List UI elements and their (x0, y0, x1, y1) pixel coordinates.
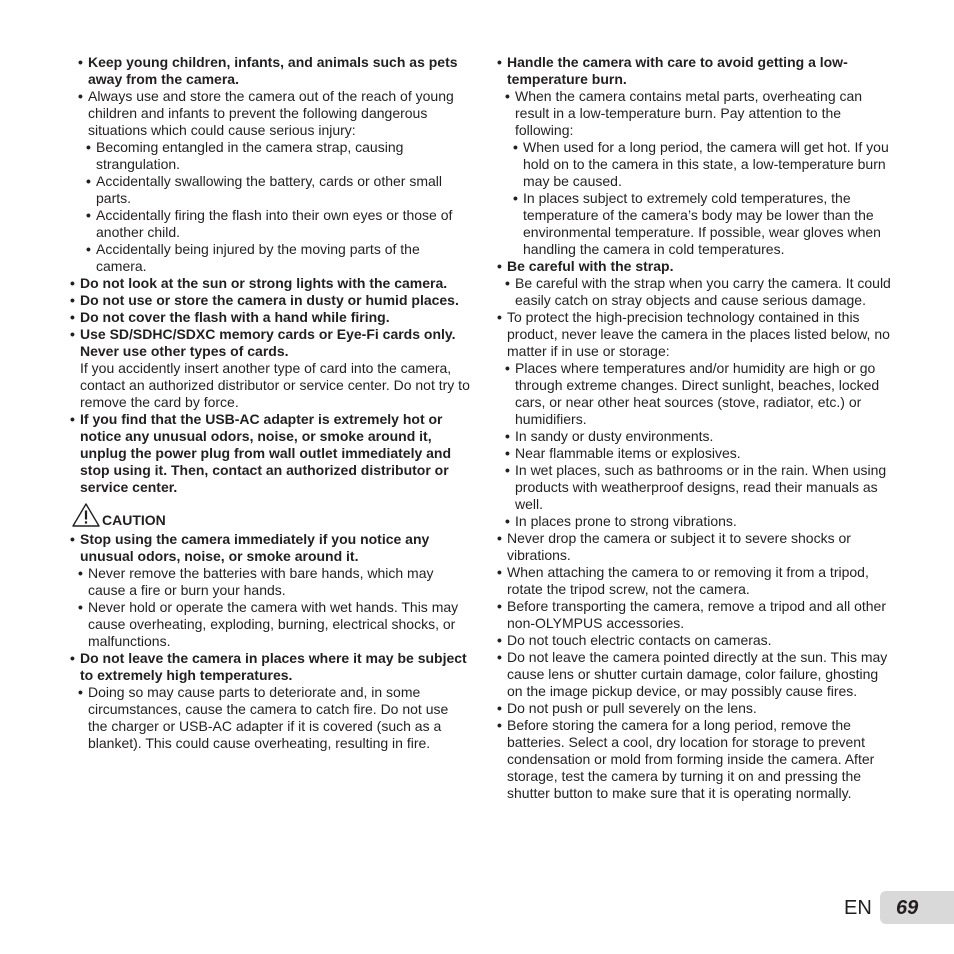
bullet-icon: • (513, 190, 518, 206)
list-item (497, 649, 897, 700)
bullet-icon: • (497, 54, 502, 70)
list-item-text: In wet places, such as bathrooms or in the rain. When using products with weatherproof designs, read their manuals as well. (515, 462, 887, 512)
list-item-text: In places prone to strong vibrations. (515, 513, 737, 529)
list-item (70, 650, 470, 684)
bullet-icon: • (70, 531, 75, 547)
bullet-icon: • (78, 684, 83, 700)
left-column (70, 54, 470, 752)
list-item-text: Accidentally firing the flash into their own eyes or those of another child. (96, 207, 453, 240)
body-paragraph (70, 360, 470, 411)
bullet-icon: • (497, 258, 502, 274)
list-item (497, 445, 897, 462)
list-item (70, 139, 470, 173)
list-item (497, 700, 897, 717)
list-item (70, 173, 470, 207)
caution-label: CAUTION (102, 512, 166, 528)
list-item-text: Never remove the batteries with bare hands, which may cause a fire or burn your hands. (88, 565, 434, 598)
list-item (497, 428, 897, 445)
list-item-text: Always use and store the camera out of the reach of young children and infants to prevent the following dangerous situations which could cause serious injury: (88, 88, 454, 138)
warning-triangle-icon (72, 503, 100, 527)
list-item-text: Never drop the camera or subject it to severe shocks or vibrations. (507, 530, 851, 563)
language-code: EN (844, 897, 872, 919)
list-item-text: Becoming entangled in the camera strap, causing strangulation. (96, 139, 404, 172)
list-item (497, 632, 897, 649)
bullet-icon: • (505, 428, 510, 444)
right-column (497, 54, 897, 802)
list-item-text: To protect the high-precision technology contained in this product, never leave the camera in the places listed below, no matter if in use or storage: (507, 309, 890, 359)
bullet-icon: • (86, 139, 91, 155)
list-item-text: Do not use or store the camera in dusty or humid places. (80, 292, 459, 308)
list-item-text: Do not push or pull severely on the lens. (507, 700, 757, 716)
bullet-icon: • (497, 530, 502, 546)
list-item (70, 88, 470, 139)
bullet-icon: • (497, 649, 502, 665)
bullet-icon: • (78, 88, 83, 104)
bullet-icon: • (505, 275, 510, 291)
list-item (70, 531, 470, 565)
list-item-text: When the camera contains metal parts, overheating can result in a low-temperature burn. Pay attention to the following: (515, 88, 863, 138)
list-item (70, 292, 470, 309)
right-items-list (497, 54, 897, 802)
bullet-icon: • (505, 88, 510, 104)
list-item (70, 565, 470, 599)
list-item (497, 190, 897, 258)
list-item (70, 411, 470, 496)
bullet-icon: • (70, 650, 75, 666)
bullet-icon: • (497, 632, 502, 648)
list-item (70, 54, 470, 88)
left-items-list (70, 54, 470, 496)
list-item (497, 275, 897, 309)
list-item (497, 717, 897, 802)
list-item-text: Near flammable items or explosives. (515, 445, 741, 461)
list-item-text: Never hold or operate the camera with wet hands. This may cause overheating, exploding, burning, electrical shocks, or malfunctions. (88, 599, 459, 649)
page-number: 69 (896, 897, 919, 919)
bullet-icon: • (513, 139, 518, 155)
list-item-text: When used for a long period, the camera will get hot. If you hold on to the camera in this state, a low-temperature burn may be caused. (523, 139, 889, 189)
list-item-text: Accidentally swallowing the battery, cards or other small parts. (96, 173, 443, 206)
list-item-text: Be careful with the strap when you carry the camera. It could easily catch on stray objects and cause serious damage. (515, 275, 891, 308)
list-item-text: Do not cover the flash with a hand while firing. (80, 309, 390, 325)
list-item-text: Do not leave the camera pointed directly at the sun. This may cause lens or shutter curtain damage, color failure, ghosting on the image pickup device, or may possibly cause fires. (507, 649, 888, 699)
bullet-icon: • (497, 309, 502, 325)
list-item (497, 309, 897, 360)
list-item (497, 258, 897, 275)
list-item-text: If you accidently insert another type of card into the camera, contact an authorized distributor or service center. Do not try to remove the card by force. (80, 360, 470, 410)
bullet-icon: • (70, 292, 75, 308)
list-item (497, 564, 897, 598)
list-item (497, 530, 897, 564)
list-item (70, 241, 470, 275)
list-item-text: In sandy or dusty environments. (515, 428, 714, 444)
list-item-text: Accidentally being injured by the moving parts of the camera. (96, 241, 420, 274)
list-item (70, 275, 470, 292)
bullet-icon: • (505, 445, 510, 461)
list-item (70, 207, 470, 241)
bullet-icon: • (505, 462, 510, 478)
list-item-text: Do not look at the sun or strong lights with the camera. (80, 275, 448, 291)
bullet-icon: • (86, 207, 91, 223)
list-item (497, 88, 897, 139)
list-item-text: Handle the camera with care to avoid getting a low-temperature burn. (507, 54, 848, 87)
bullet-icon: • (497, 598, 502, 614)
caution-heading (70, 505, 470, 531)
list-item (70, 309, 470, 326)
bullet-icon: • (497, 717, 502, 733)
bullet-icon: • (78, 54, 83, 70)
list-item-text: Do not leave the camera in places where it may be subject to extremely high temperatures. (80, 650, 467, 683)
bullet-icon: • (497, 700, 502, 716)
list-item (497, 360, 897, 428)
list-item-text: If you find that the USB-AC adapter is extremely hot or notice any unusual odors, noise, or smoke around it, unplug the power plug from wall outlet immediately and stop using it. Then, contact an authorized distributor or service center. (80, 411, 452, 495)
list-item (497, 54, 897, 88)
list-item (497, 139, 897, 190)
list-item-text: Use SD/SDHC/SDXC memory cards or Eye-Fi cards only. Never use other types of cards. (80, 326, 456, 359)
list-item-text: In places subject to extremely cold temperatures, the temperature of the camera’s body may be lower than the environmental temperature. If possible, wear gloves when handling the camera in cold temperatures. (523, 190, 881, 257)
bullet-icon: • (70, 309, 75, 325)
caution-items-list (70, 531, 470, 752)
bullet-icon: • (78, 599, 83, 615)
bullet-icon: • (497, 564, 502, 580)
list-item-text: Stop using the camera immediately if you notice any unusual odors, noise, or smoke around it. (80, 531, 430, 564)
bullet-icon: • (86, 173, 91, 189)
list-item-text: Doing so may cause parts to deteriorate and, in some circumstances, cause the camera to catch fire. Do not use the charger or USB-AC adapter if it is covered (such as a blanket). This could cause overheating, resulting in fire. (88, 684, 449, 751)
list-item (70, 599, 470, 650)
bullet-icon: • (70, 326, 75, 342)
list-item (70, 326, 470, 360)
list-item-text: When attaching the camera to or removing it from a tripod, rotate the tripod screw, not the camera. (507, 564, 869, 597)
bullet-icon: • (505, 360, 510, 376)
bullet-icon: • (70, 275, 75, 291)
bullet-icon: • (505, 513, 510, 529)
list-item-text: Before storing the camera for a long period, remove the batteries. Select a cool, dry location for storage to prevent condensation or mold from forming inside the camera. After storage, test the camera by turning it on and pressing the shutter button to make sure that it is operating normally. (507, 717, 875, 801)
list-item (497, 462, 897, 513)
list-item-text: Do not touch electric contacts on cameras. (507, 632, 772, 648)
bullet-icon: • (70, 411, 75, 427)
list-item-text: Keep young children, infants, and animals such as pets away from the camera. (88, 54, 458, 87)
list-item-text: Before transporting the camera, remove a tripod and all other non-OLYMPUS accessories. (507, 598, 886, 631)
list-item-text: Be careful with the strap. (507, 258, 674, 274)
list-item (70, 684, 470, 752)
list-item-text: Places where temperatures and/or humidity are high or go through extreme changes. Direct sunlight, beaches, locked cars, or near other heat sources (stove, radiator, etc.) or humidifiers. (515, 360, 880, 427)
bullet-icon: • (78, 565, 83, 581)
bullet-icon: • (86, 241, 91, 257)
list-item (497, 598, 897, 632)
list-item (497, 513, 897, 530)
